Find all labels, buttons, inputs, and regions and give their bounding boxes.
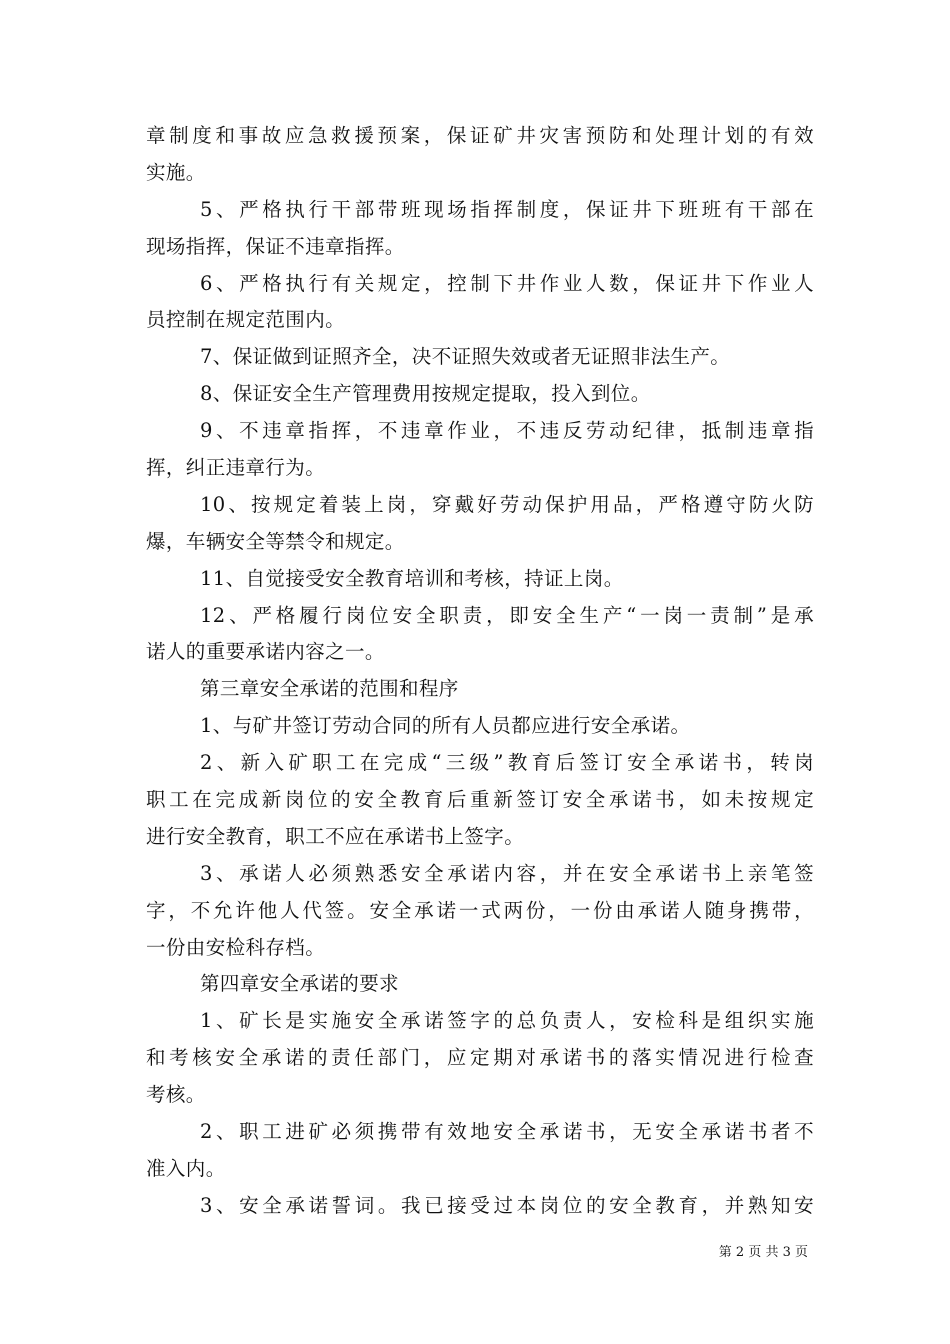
text-line: 11、自觉接受安全教育培训和考核，持证上岗。 [200, 566, 624, 590]
text-line: 7、保证做到证照齐全，决不证照失效或者无证照非法生产。 [200, 345, 731, 369]
text-line: 现场指挥，保证不违章指挥。 [146, 234, 405, 258]
text-line: 职工在完成新岗位的安全教育后重新签订安全承诺书，如未按规定 [146, 788, 814, 812]
text-line: 8、保证安全生产管理费用按规定提取，投入到位。 [200, 382, 651, 406]
text-line: 3、承诺人必须熟悉安全承诺内容，并在安全承诺书上亲笔签 [200, 861, 814, 885]
text-line: 爆，车辆安全等禁令和规定。 [146, 529, 405, 553]
text-line: 准入内。 [146, 1156, 226, 1180]
text-line: 字，不允许他人代签。安全承诺一式两份，一份由承诺人随身携带， [146, 898, 814, 922]
text-line: 2、新入矿职工在完成“三级”教育后签订安全承诺书，转岗 [200, 751, 814, 775]
page-footer: 第 2 页 共 3 页 [718, 1245, 808, 1260]
text-line: 员控制在规定范围内。 [146, 308, 346, 332]
text-line: 3、安全承诺誓词。我已接受过本岗位的安全教育，并熟知安 [200, 1193, 814, 1217]
text-line: 1、矿长是实施安全承诺签字的总负责人，安检科是组织实施 [200, 1009, 814, 1033]
text-line: 12、严格履行岗位安全职责，即安全生产“一岗一责制”是承 [200, 603, 814, 627]
text-line: 5、严格执行干部带班现场指挥制度，保证井下班班有干部在 [200, 197, 814, 221]
text-line: 第四章安全承诺的要求 [200, 972, 400, 996]
text-line: 和考核安全承诺的责任部门，应定期对承诺书的落实情况进行检查 [146, 1046, 814, 1070]
text-line: 章制度和事故应急救援预案，保证矿井灾害预防和处理计划的有效 [146, 124, 814, 147]
text-line: 1、与矿井签订劳动合同的所有人员都应进行安全承诺。 [200, 714, 691, 738]
text-line: 考核。 [146, 1083, 206, 1107]
text-line: 6、严格执行有关规定，控制下井作业人数，保证井下作业人 [200, 271, 814, 295]
text-line: 2、职工进矿必须携带有效地安全承诺书，无安全承诺书者不 [200, 1120, 814, 1144]
text-line: 10、按规定着装上岗，穿戴好劳动保护用品，严格遵守防火防 [200, 492, 814, 516]
text-line: 实施。 [146, 160, 206, 184]
text-line: 诺人的重要承诺内容之一。 [146, 640, 385, 664]
text-line: 进行安全教育，职工不应在承诺书上签字。 [146, 824, 525, 848]
text-line: 第三章安全承诺的范围和程序 [200, 677, 459, 701]
text-line: 9、不违章指挥，不违章作业，不违反劳动纪律，抵制违章指 [200, 419, 814, 443]
text-line: 挥，纠正违章行为。 [146, 456, 326, 480]
document-body [146, 118, 814, 1225]
text-line: 一份由安检科存档。 [146, 935, 326, 959]
